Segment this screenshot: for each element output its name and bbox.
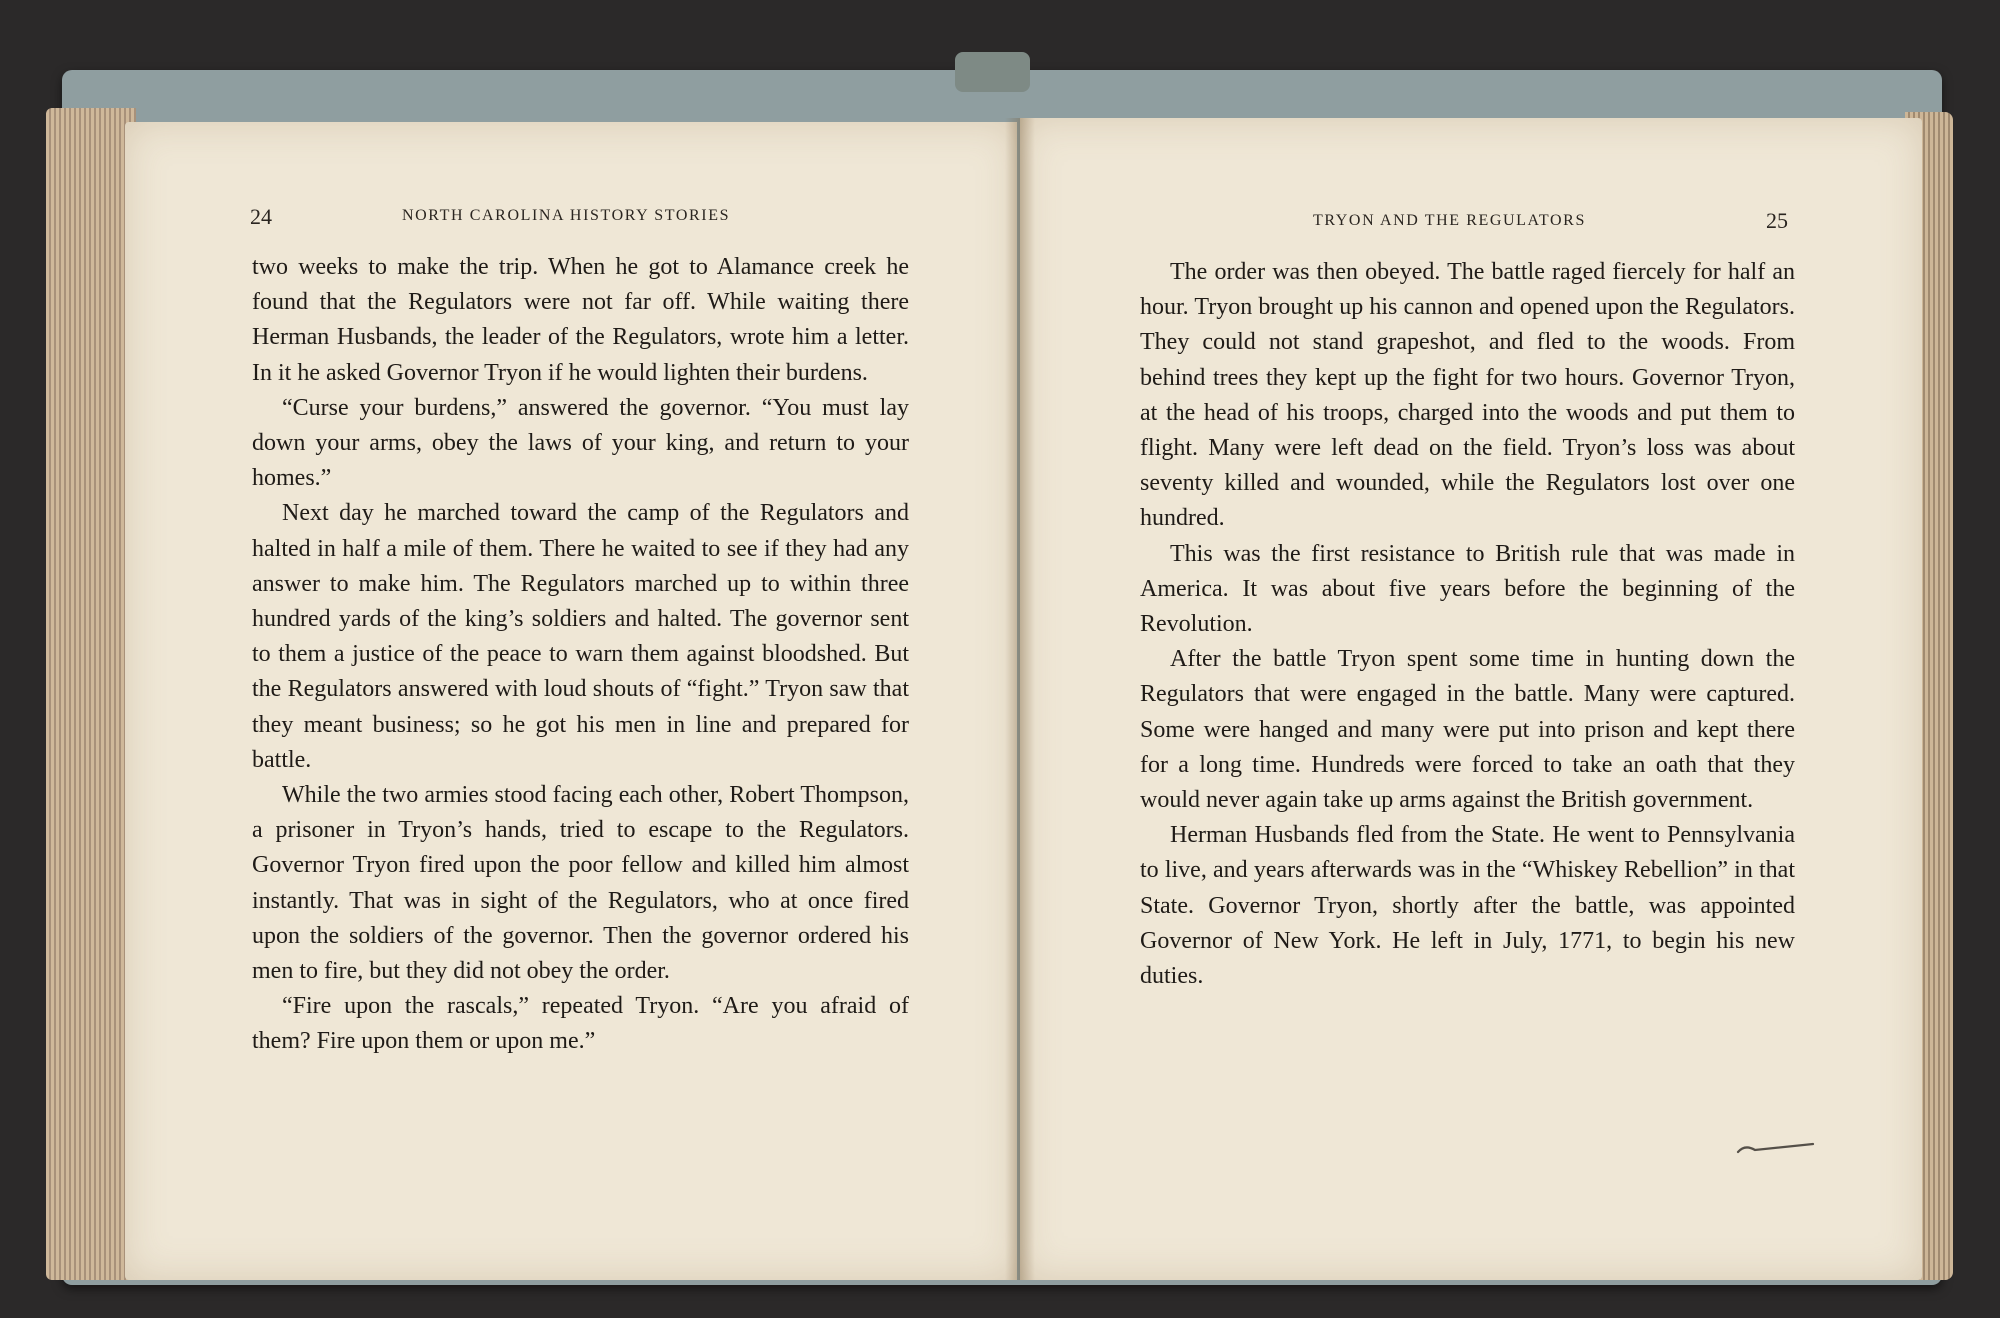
left-running-head: NORTH CAROLINA HISTORY STORIES: [402, 207, 731, 224]
paragraph: After the battle Tryon spent some time in hunting down the Regulators that were engaged in the battle. Many were captured. Some were hanged and many were put into prison and kept there for a long time. Hundreds were forced to take an oath that they would never again take up arms against the British government.: [1140, 646, 1795, 814]
paragraph: While the two armies stood facing each other, Robert Thompson, a prisoner in Tryon’s hands, tried to escape to the Regulators. Governor Tryon fired upon the poor fellow and killed him almost instantly. That was in sight of the Regulators, who at once fired upon the soldiers of the governor. Then the governor ordered his men to fire, but they did not obey the order.: [252, 782, 909, 985]
book-spine: [955, 52, 1030, 92]
paragraph: two weeks to make the trip. When he got to Alamance creek he found that the Regulators were not far off. While waiting there Herman Husbands, the leader of the Regulators, wrote him a letter. In it he asked Governor Tryon if he would lighten their burdens.: [252, 254, 909, 386]
paragraph: “Curse your burdens,” answered the governor. “You must lay down your arms, obey the laws of your king, and return to your homes.”: [252, 394, 909, 492]
paragraph: “Fire upon the rascals,” repeated Tryon. “Are you afraid of them? Fire upon them or upon me.”: [252, 993, 909, 1055]
page-edges-left: [46, 108, 136, 1280]
pencil-mark-icon: [1735, 1140, 1815, 1160]
book-gutter: [1005, 118, 1035, 1280]
paragraph: Herman Husbands fled from the State. He went to Pennsylvania to live, and years afterwards was in the “Whiskey Rebellion” in that State. Governor Tryon, shortly after the battle, was appointed Governor of New York. He left in July, 1771, to begin his new duties.: [1140, 822, 1795, 990]
paragraph: The order was then obeyed. The battle raged fiercely for half an hour. Tryon brought up his cannon and opened upon the Regulators. They could not stand grapeshot, and fled to the woods. From behind trees they kept up the fight for two hours. Governor Tryon, at the head of his troops, charged into the woods and put them to flight. Many were left dead on the field. Tryon’s loss was about seventy killed and wounded, while the Regulators lost over one hundred.: [1140, 259, 1795, 532]
left-page-text: [252, 250, 909, 1060]
right-page-text: [1140, 255, 1795, 994]
left-page-number: 24: [250, 204, 272, 229]
right-page-number: 25: [1766, 208, 1788, 233]
paragraph: This was the first resistance to British rule that was made in America. It was about five years before the beginning of the Revolution.: [1140, 540, 1795, 638]
paragraph: Next day he marched toward the camp of the Regulators and halted in half a mile of them. There he waited to see if they had any answer to make him. The Regulators marched up to within three hundred yards of the king’s soldiers and halted. The governor sent to them a justice of the peace to warn them against bloodshed. But the Regulators answered with loud shouts of “fight.” Tryon saw that they meant business; so he got his men in line and prepared for battle.: [252, 500, 909, 773]
right-running-head: TRYON AND THE REGULATORS: [1313, 212, 1586, 229]
